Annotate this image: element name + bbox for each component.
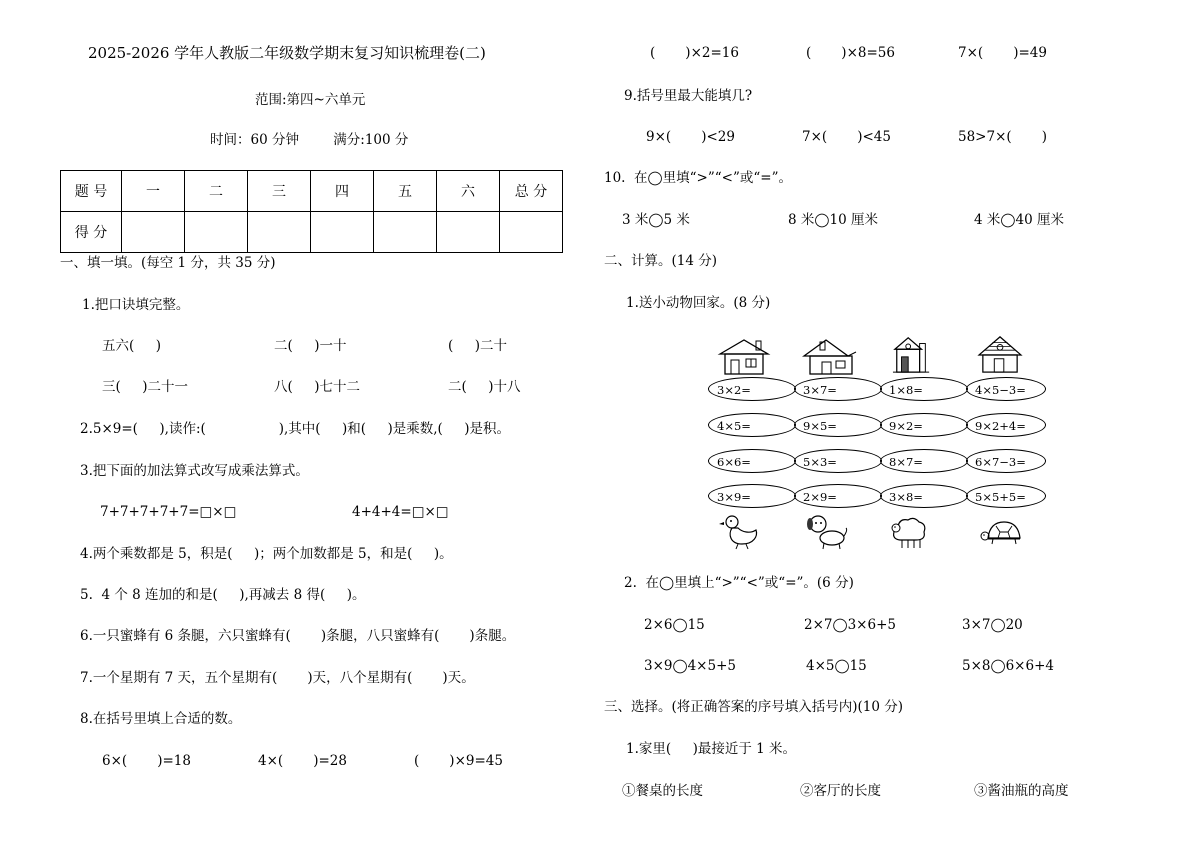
choice-question-1: 1.家里( )最接近于 1 米。 xyxy=(626,741,797,757)
equation-oval[interactable]: 9×5= xyxy=(794,413,882,437)
house-icon xyxy=(884,334,940,374)
q10-item-a: 3 米◯5 米 xyxy=(622,212,690,228)
equation-oval[interactable]: 4×5= xyxy=(708,413,796,437)
equation-oval[interactable]: 3×2= xyxy=(708,377,796,401)
question-1: 1.把口诀填完整。 xyxy=(82,297,190,313)
score-header-cell: 一 xyxy=(122,171,185,212)
q9-item-b: 7×( )<45 xyxy=(802,129,891,145)
score-cell[interactable] xyxy=(248,212,311,253)
score-header-cell: 六 xyxy=(437,171,500,212)
q8-item-c: ( )×9=45 xyxy=(414,753,503,769)
score-cell[interactable] xyxy=(437,212,500,253)
q1-item-e: 八( )七十二 xyxy=(274,379,360,395)
choice-option-3[interactable]: ③酱油瓶的高度 xyxy=(974,783,1069,799)
score-header-cell: 二 xyxy=(185,171,248,212)
turtle-icon xyxy=(980,514,1024,552)
q10-item-c: 4 米◯40 厘米 xyxy=(974,212,1064,228)
score-cell[interactable] xyxy=(500,212,563,253)
q8-item-d: ( )×2=16 xyxy=(650,45,739,61)
c2-item-f: 5×8◯6×6+4 xyxy=(962,658,1054,674)
paper-title: 2025-2026 学年人教版二年级数学期末复习知识梳理卷(二) xyxy=(88,44,486,62)
c2-item-e: 4×5◯15 xyxy=(806,658,867,674)
equation-oval[interactable]: 6×7−3= xyxy=(966,449,1046,473)
section-1-heading: 一、填一填。(每空 1 分，共 35 分) xyxy=(60,255,276,271)
equation-oval[interactable]: 2×9= xyxy=(794,484,882,508)
dog-icon xyxy=(804,512,848,550)
question-4: 4.两个乘数都是 5，积是( )；两个加数都是 5，和是( )。 xyxy=(80,546,453,562)
equation-oval[interactable]: 8×7= xyxy=(880,449,968,473)
question-7: 7.一个星期有 7 天，五个星期有( )天，八个星期有( )天。 xyxy=(80,670,475,686)
q3-item-a: 7+7+7+7+7=□×□ xyxy=(100,504,237,520)
score-header-cell: 题 号 xyxy=(61,171,122,212)
score-value-row xyxy=(61,212,563,253)
equation-oval[interactable]: 3×7= xyxy=(794,377,882,401)
q9-item-c: 58>7×( ) xyxy=(958,129,1047,145)
section-3-heading: 三、选择。(将正确答案的序号填入括号内)(10 分) xyxy=(604,699,904,715)
question-6: 6.一只蜜蜂有 6 条腿，六只蜜蜂有( )条腿，八只蜜蜂有( )条腿。 xyxy=(80,628,516,644)
q1-item-b: 二( )一十 xyxy=(274,338,347,354)
q10-item-b: 8 米◯10 厘米 xyxy=(788,212,878,228)
scope-line: 范围:第四~六单元 xyxy=(255,92,366,108)
q8-item-a: 6×( )=18 xyxy=(102,753,191,769)
q8-item-f: 7×( )=49 xyxy=(958,45,1047,61)
question-5: 5. 4 个 8 连加的和是( ),再减去 8 得( )。 xyxy=(80,587,366,603)
section-2-heading: 二、计算。(14 分) xyxy=(604,253,718,269)
question-10: 10. 在◯里填“>”“<”或“=”。 xyxy=(604,170,793,186)
score-cell[interactable] xyxy=(311,212,374,253)
equation-oval[interactable]: 3×8= xyxy=(880,484,968,508)
choice-option-1[interactable]: ①餐桌的长度 xyxy=(622,783,703,799)
q3-item-b: 4+4+4=□×□ xyxy=(352,504,449,520)
question-2: 2.5×9=( ),读作:( ),其中( )和( )是乘数,( )是积。 xyxy=(80,421,511,437)
house-icon xyxy=(972,334,1028,374)
equation-oval[interactable]: 3×9= xyxy=(708,484,796,508)
c2-item-b: 2×7◯3×6+5 xyxy=(804,617,896,633)
q1-item-a: 五六( ) xyxy=(102,338,161,354)
equation-oval[interactable]: 6×6= xyxy=(708,449,796,473)
score-header-row xyxy=(61,171,563,212)
q1-item-f: 二( )十八 xyxy=(448,379,521,395)
q9-item-a: 9×( )<29 xyxy=(646,129,735,145)
score-cell[interactable] xyxy=(122,212,185,253)
score-table xyxy=(60,170,563,253)
calc-question-1: 1.送小动物回家。(8 分) xyxy=(626,295,771,311)
house-icon xyxy=(716,336,772,376)
choice-option-2[interactable]: ②客厅的长度 xyxy=(800,783,881,799)
q1-item-d: 三( )二十一 xyxy=(102,379,188,395)
score-header-cell: 四 xyxy=(311,171,374,212)
calc-question-2: 2. 在◯里填上“>”“<”或“=”。(6 分) xyxy=(624,575,854,591)
equation-oval[interactable]: 5×5+5= xyxy=(966,484,1046,508)
equation-oval[interactable]: 4×5−3= xyxy=(966,377,1046,401)
question-3: 3.把下面的加法算式改写成乘法算式。 xyxy=(80,463,309,479)
c2-item-d: 3×9◯4×5+5 xyxy=(644,658,736,674)
q8-item-e: ( )×8=56 xyxy=(806,45,895,61)
score-cell[interactable] xyxy=(185,212,248,253)
house-icon xyxy=(802,336,858,376)
question-8: 8.在括号里填上合适的数。 xyxy=(80,711,242,727)
equation-oval[interactable]: 9×2+4= xyxy=(966,413,1046,437)
equation-oval[interactable]: 9×2= xyxy=(880,413,968,437)
score-header-cell: 总 分 xyxy=(500,171,563,212)
score-row-label: 得 分 xyxy=(61,212,122,253)
q1-item-c: ( )二十 xyxy=(448,338,507,354)
question-9: 9.括号里最大能填几? xyxy=(624,88,753,104)
time-info: 时间：60 分钟 满分:100 分 xyxy=(210,132,409,148)
duck-icon xyxy=(718,512,762,550)
c2-item-a: 2×6◯15 xyxy=(644,617,705,633)
equation-oval[interactable]: 1×8= xyxy=(880,377,968,401)
q8-item-b: 4×( )=28 xyxy=(258,753,347,769)
equation-oval[interactable]: 5×3= xyxy=(794,449,882,473)
sheep-icon xyxy=(886,512,930,550)
score-header-cell: 五 xyxy=(374,171,437,212)
c2-item-c: 3×7◯20 xyxy=(962,617,1023,633)
score-cell[interactable] xyxy=(374,212,437,253)
score-header-cell: 三 xyxy=(248,171,311,212)
